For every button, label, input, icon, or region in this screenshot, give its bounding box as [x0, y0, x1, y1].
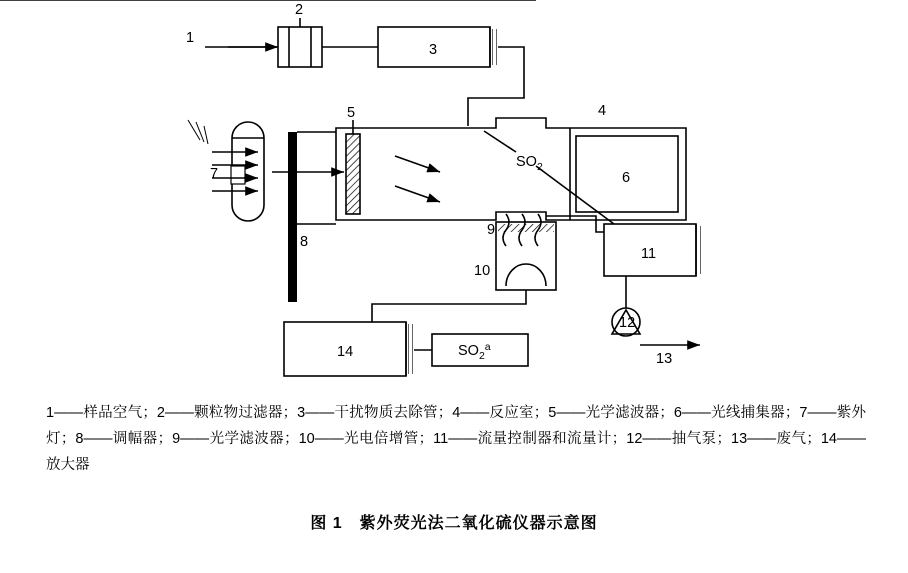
- label-1: 1: [186, 30, 195, 46]
- figure-caption: 图 1 紫外荧光法二氧化硫仪器示意图: [310, 515, 598, 532]
- label-5: 5: [347, 105, 356, 121]
- label-14: 14: [337, 344, 354, 360]
- label-8: 8: [300, 234, 309, 250]
- so2-chamber-label: $SO_2$: [516, 154, 543, 173]
- label-6: 6: [622, 170, 631, 186]
- label-3: 3: [429, 42, 438, 58]
- label-10: 10: [474, 263, 491, 279]
- label-7: 7: [210, 166, 219, 182]
- label-4: 4: [598, 103, 607, 119]
- label-2: 2: [295, 2, 304, 18]
- so2-output-label: $SO_2^a$: [458, 341, 491, 362]
- label-9: 9: [487, 222, 496, 238]
- figure-legend: 1——样品空气；2——颗粒物过滤器；3——干扰物质去除管；4——反应室；5——光学滤波器；6——光线捕集器；7——紫外灯；8——调幅器；9——光学滤波器；10——光电倍增管；11——流量控制器和流量计；12——抽气泵；13——废气；14——放大器: [46, 405, 866, 473]
- label-12: 12: [619, 315, 636, 331]
- label-11: 11: [641, 246, 657, 262]
- label-13: 13: [656, 351, 673, 367]
